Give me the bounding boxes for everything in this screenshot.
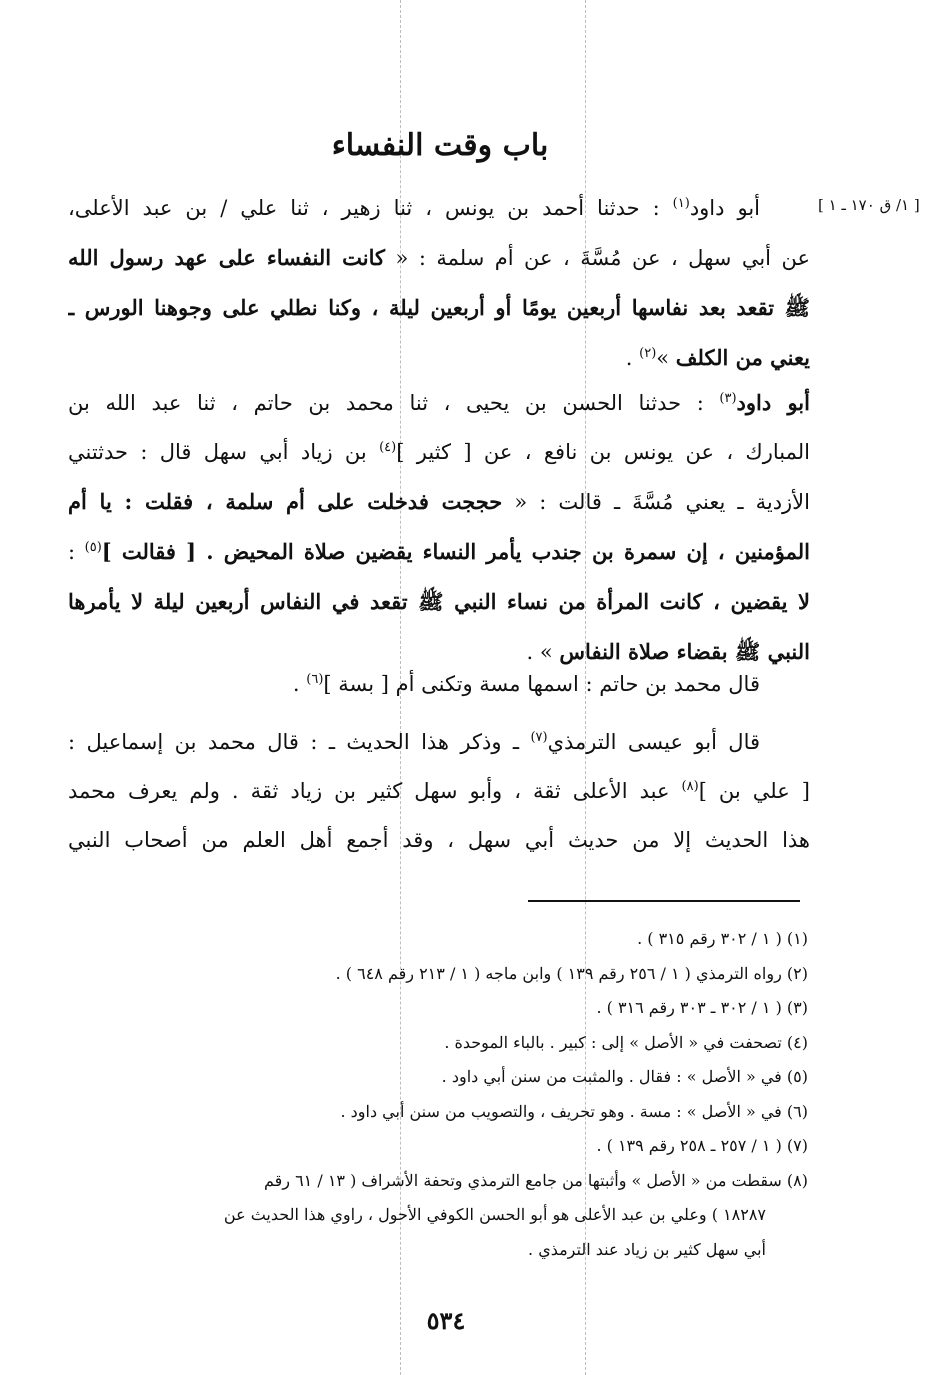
text-line: أبو داود$^{(١)}$ : حدثنا أحمد بن يونس ، ثنا زهير ، ثنا علي / بن عبد الأعلى، [68,196,760,220]
text-line: لا يقضين ، كانت المرأة من نساء النبي ﷺ تقعد في النفاس أربعين ليلة لا يأمرها [68,589,810,614]
footnote-8: (٨) سقطت من « الأصل » وأثبتها من جامع الترمذي وتحفة الأشراف ( ١٣ / ٦١ رقم [263,1170,808,1190]
hadith-paragraph-2 [68,378,810,677]
text-line: النبي ﷺ بقضاء صلاة النفاس » . [526,639,810,664]
text-line: قال أبو عيسى الترمذي$^{(٧)}$ ـ وذكر هذا الحديث ـ : قال محمد بن إسماعيل : [68,730,761,754]
text-line: أبو داود$^{(٣)}$ : حدثنا الحسن بن يحيى ، ثنا محمد بن حاتم ، ثنا عبد الله بن [68,390,810,415]
text-line: قال محمد بن حاتم : اسمها مسة وتكنى أم [ بسة ]$^{(٦)}$ . [292,672,760,696]
text-line: المبارك ، عن يونس بن نافع ، عن [ كثير ]$^{(٤)}$ بن زياد أبي سهل قال : حدثتني [68,440,810,464]
footnote-2: (٢) رواه الترمذي ( ١ / ٢٥٦ رقم ١٣٩ ) وابن ماجه ( ١ / ٢١٣ رقم ٦٤٨ ) . [335,963,808,983]
footnote-7: (٧) ( ١ / ٢٥٧ ـ ٢٥٨ رقم ١٣٩ ) . [596,1136,808,1155]
text-line: ﷺ تقعد بعد نفاسها أربعين يومًا أو أربعين ليلة ، وكنا نطلي على وجوهنا الورس ـ [68,295,810,320]
text-line: هذا الحديث إلا من حديث أبي سهل ، وقد أجمع أهل العلم من أصحاب النبي [68,828,810,852]
chapter-title: باب وقت النفساء [331,128,549,163]
footnote-8-continuation: ١٨٢٨٧ ) وعلي بن عبد الأعلى هو أبو الحسن الكوفي الأحول ، راوي هذا الحديث عن [223,1205,766,1224]
footnote-4: (٤) تصحفت في « الأصل » إلى : كبير . بالباء الموحدة . [444,1032,808,1052]
manuscript-margin-reference: [ ١/ ق ١٧٠ ـ ١ ] [818,196,920,214]
footnote-1: (١) ( ١ / ٣٠٢ رقم ٣١٥ ) . [637,929,808,948]
hadith-paragraph-1 [68,184,810,383]
footnote-6: (٦) في « الأصل » : مسة . وهو تحريف ، والتصويب من سنن أبي داود . [340,1101,808,1121]
footnote-5: (٥) في « الأصل » : فقال . والمثبت من سنن أبي داود . [441,1067,808,1086]
narrator-note-paragraph [68,660,810,709]
text-line: الأزدية ـ يعني مُسَّةَ ـ قالت : « حججت فدخلت على أم سلمة ، فقلت : يا أم [68,489,810,514]
footnote-8-continuation: أبي سهل كثير بن زياد عند الترمذي . [528,1239,766,1259]
tirmidhi-paragraph [68,718,810,865]
footnotes [68,922,808,1267]
footnote-3: (٣) ( ١ / ٣٠٢ ـ ٣٠٣ رقم ٣١٦ ) . [596,998,808,1017]
text-line: يعني من الكلف »$^{(٢)}$ . [625,345,810,370]
text-line: [ علي بن ]$^{(٨)}$ عبد الأعلى ثقة ، وأبو سهل كثير بن زياد ثقة . ولم يعرف محمد [68,779,810,803]
text-line: المؤمنين ، إن سمرة بن جندب يأمر النساء يقضين صلاة المحيض . [ فقالت ]$^{(٥)}$ : [68,539,810,564]
text-line: عن أبي سهل ، عن مُسَّةَ ، عن أم سلمة : « كانت النفساء على عهد رسول الله [68,245,810,270]
page-number: ٥٣٤ [426,1306,466,1335]
footnote-separator [528,900,800,902]
